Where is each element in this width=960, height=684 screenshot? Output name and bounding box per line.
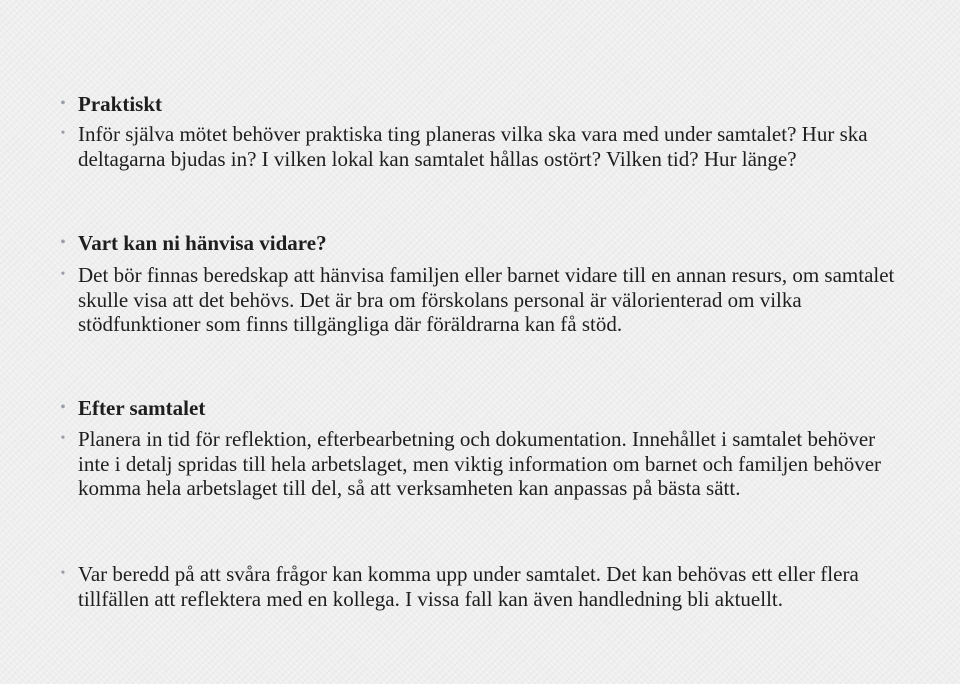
paragraph-text: Inför själva mötet behöver praktiska ting planeras vilka ska vara med under samtalet? Hur ska deltagarna bjudas in? I vilken lokal kan samtalet hållas ostört? Vilken tid? Hur länge? <box>78 122 868 171</box>
paragraph-text: Planera in tid för reflektion, efterbearbetning och dokumentation. Innehållet i samtalet behöver inte i detalj spridas till hela arbetslaget, men viktig information om barnet och familjen behöver komma hela arbetslaget till del, så att verksamheten kan anpassas på bästa sätt. <box>78 427 882 500</box>
heading-text: Vart kan ni hänvisa vidare? <box>78 231 327 255</box>
heading-praktiskt <box>60 92 908 117</box>
bullet-icon: • <box>60 235 66 250</box>
paragraph-text: Det bör finnas beredskap att hänvisa familjen eller barnet vidare till en annan resurs, om samtalet skulle visa att det behövs. Det är bra om förskolans personal är välorienterad om vilka stödfunktioner som finns tillgängliga där föräldrarna kan få stöd. <box>78 263 895 336</box>
bullet-icon: • <box>60 267 66 282</box>
bullet-icon: • <box>60 566 66 581</box>
paragraph-closing <box>60 562 908 611</box>
heading-text: Efter samtalet <box>78 396 206 420</box>
heading-vart-kan-ni-hanvisa <box>60 231 908 256</box>
bullet-icon: • <box>60 126 66 141</box>
paragraph-efter-samtalet <box>60 427 908 501</box>
heading-efter-samtalet <box>60 396 908 421</box>
bullet-icon: • <box>60 400 66 415</box>
bullet-icon: • <box>60 96 66 111</box>
paragraph-text: Var beredd på att svåra frågor kan komma upp under samtalet. Det kan behövas ett eller flera tillfällen att reflektera med en kollega. I vissa fall kan även handledning bli aktuellt. <box>78 562 859 611</box>
heading-text: Praktiskt <box>78 92 162 116</box>
paragraph-vart-kan-ni-hanvisa <box>60 263 908 337</box>
bullet-icon: • <box>60 431 66 446</box>
paragraph-praktiskt <box>60 122 908 171</box>
